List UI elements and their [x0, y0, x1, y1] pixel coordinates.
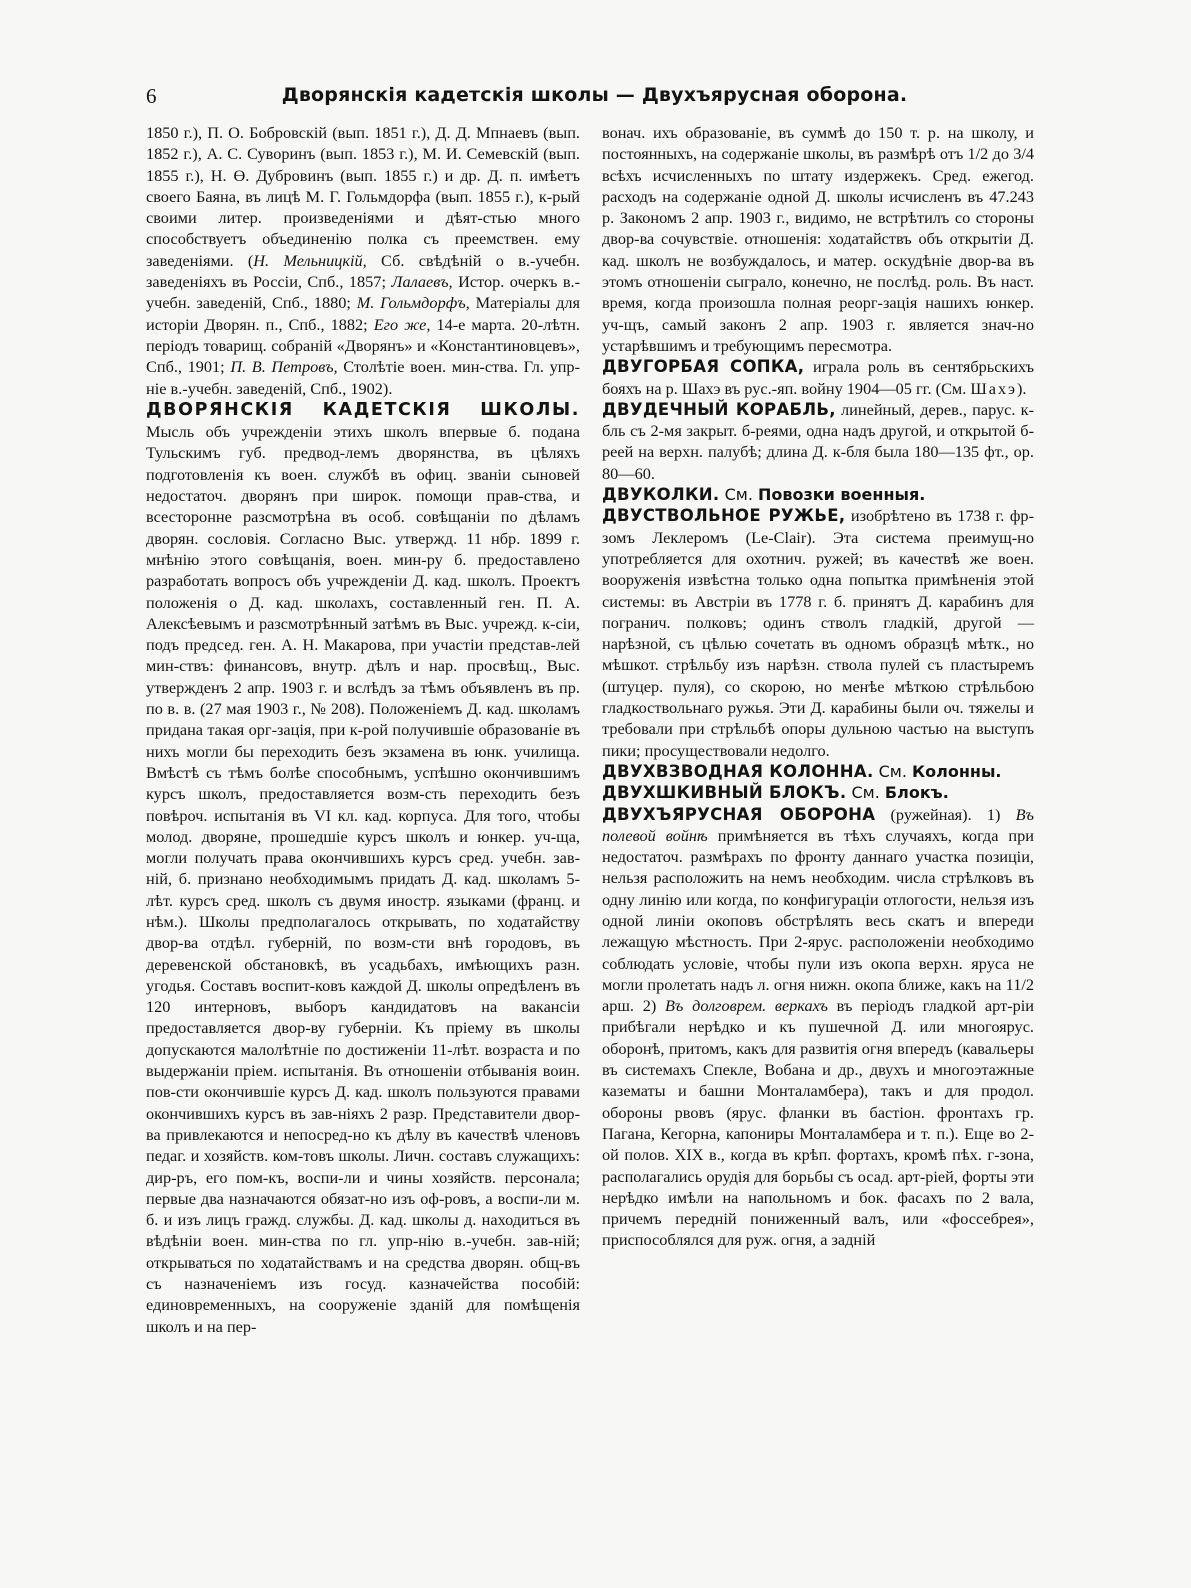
paragraph-bibliography: 1850 г.), П. О. Бобровскій (вып. 1851 г.), Д. Д. Мпнаевъ (вып. 1852 г.), А. С. Суворинъ (вып. 1853 г.), М. И. Семевскій (вып. 1855 г.), Н. Ө. Дубровинъ (вып. 1855 г.) и др. Д. п. имѣетъ своего Баяна, въ лицѣ М. Г. Гольмдорфа (вып. 1855 г.), к-рый своими литер. произведеніями и дѣят-стью много способствуетъ объединенію полка съ преемствен. ему заведеніями. (Н. Мельницкій, Сб. свѣдѣній о в.-учебн. заведеніяхъ въ Россіи, Спб., 1857; Лалаевъ, Истор. очеркъ в.-учебн. заведеній, Спб., 1880; М. Гольмдорфъ, Матеріалы для исторіи Дворян. п., Спб., 1882; Его же, 14-е марта. 20-лѣтн. періодъ товарищ. собраній «Дворянъ» и «Константиновцевъ», Спб., 1901; П. В. Петровъ, Столѣтіе воен. мин-ства. Гл. упр-ніе в.-учебн. заведеній, Спб., 1902).: [146, 123, 581, 398]
right-column: [602, 122, 1034, 1251]
page-number: 6: [146, 84, 157, 108]
entry-dvukhyarusnaya-oborona: ДВУХЪЯРУСНАЯ ОБОРОНА (ружейная). 1) Въ полевой войнѣ примѣняется въ тѣхъ случаяхъ, когда при недостаточ. размѣрахъ по фронту даннаго участка позиціи, нельзя расположить на немъ необходим. числа стрѣлковъ въ одну линію или когда, по конфигураціи отлогости, нельзя изъ одной линіи окоповъ обстрѣлять весь скатъ и впереди лежащую мѣстность. При 2-ярус. расположеніи необходимо соблюдать условіе, чтобы пули изъ окопа верхн. яруса не могли пролетать надъ л. огня нижн. окопа ближе, какъ на 11/2 арш. 2) Въ долговрем. веркахъ въ періодъ гладкой арт-ріи прибѣгали нерѣдко и къ пушечной Д. или многоярус. оборонѣ, притомъ, какъ для развитія огня впередъ (кавальеры въ системахъ Спекле, Вобана и др., двухъ и многоэтажные казематы и башни Монталамбера), такъ и для продол. обороны рвовъ (ярус. фланки въ бастіон. фронтахъ гр. Пагана, Кегорна, капониры Монталамбера и т. п.). Еще во 2-ой полов. XIX в., когда въ крѣп. фортахъ, кромѣ пѣх. г-зона, располагались орудія для борьбы съ осад. арт-ріей, форты эти нерѣдко имѣли на напольномъ и бок. фасахъ по 2 вала, причемъ передній пониженный валъ, или «фоссебрея», приспособлялся для руж. огня, а задній: [602, 804, 1034, 1250]
entry-heading: ДВУКОЛКИ.: [602, 485, 720, 505]
entry-heading: ДВУХВЗВОДНАЯ КОЛОННА.: [602, 761, 874, 781]
entry-dvukolki: ДВУКОЛКИ. См. Повозки военныя.: [602, 485, 926, 505]
running-head: [142, 84, 1047, 116]
cross-reference: Блокъ.: [884, 783, 949, 803]
entry-heading: ДВОРЯНСКІЯ КАДЕТСКІЯ ШКОЛЫ.: [146, 399, 580, 420]
cross-reference: Колонны.: [912, 761, 1002, 781]
cross-reference: Повозки военныя.: [757, 485, 926, 505]
paragraph-continuation: вонач. ихъ образованіе, въ суммѣ до 150 т. р. на школу, и постоянныхъ, на содержаніе школы, въ размѣрѣ отъ 1/2 до 3/4 всѣхъ исчисленныхъ по штату издержекъ. Сред. ежегод. расходъ на содержаніе одной Д. школы исчисленъ въ 47.243 р. Закономъ 2 апр. 1903 г., видимо, не встрѣтилъ со стороны двор-ва сочувствіе. отношенія: ходатайствъ объ открытіи Д. кад. школъ не возбуждалось, и матер. оскудѣніе двор-ва въ этомъ отношеніи сыграло, конечно, не послѣд. роль. Въ наст. время, когда произошла полная реорг-зація нашихъ юнкер. уч-щъ, самый законъ 2 апр. 1903 г. является знач-но устарѣвшимъ и требующимъ пересмотра.: [602, 123, 1034, 355]
entry-heading: ДВУХЪЯРУСНАЯ ОБОРОНА: [602, 804, 876, 824]
entry-heading: ДВУГОРБАЯ СОПКА,: [602, 357, 805, 377]
page-title: Дворянскія кадетскія школы — Двухъярусная оборона.: [281, 84, 908, 106]
entry-dvugorbaya-sopka: ДВУГОРБАЯ СОПКА, играла роль въ сентябрьскихъ бояхъ на р. Шахэ въ рус.-яп. войну 1904—05 гг. (См. Шахэ).: [602, 357, 1034, 398]
entry-heading: ДВУХШКИВНЫЙ БЛОКЪ.: [602, 783, 847, 803]
entry-heading: ДВУДЕЧНЫЙ КОРАБЛЬ,: [602, 399, 836, 419]
left-column: [146, 122, 580, 1337]
entry-dvukhshkivnyy-blok: ДВУХШКИВНЫЙ БЛОКЪ. См. Блокъ.: [602, 783, 949, 803]
entry-dvudechnyy-korabl: ДВУДЕЧНЫЙ КОРАБЛЬ, линейный, дерев., парус. к-бль съ 2-мя закрыт. б-реями, одна надъ другой, и открытой б-реей на верхн. палубѣ; длина Д. к-бля была 180—135 фт., ор. 80—60.: [602, 399, 1035, 483]
entry-text: Мысль объ учрежденіи этихъ школъ впервые б. подана Тульскимъ губ. предвод-лемъ дворянства, въ цѣляхъ подготовленія къ воен. службѣ въ офиц. званіи сыновей недостаточ. дворянъ при широк. помощи прав-ства, и всесторонне разсмотрѣна въ особ. совѣщаніи по дѣламъ дворян. сословія. Согласно Выс. утвержд. 11 нбр. 1899 г. мнѣнію этого совѣщанія, воен. мин-ру б. предоставлено разработать вопросъ объ учрежденіи Д. кад. школъ. Проектъ положенія о Д. кад. школахъ, составленный ген. П. А. Алексѣевымъ и разсмотрѣнный затѣмъ въ Выс. учрежд. к-сіи, подъ председ. ген. А. Н. Макарова, при участіи представ-лей мин-ствъ: финансовъ, внутр. дѣлъ и нар. просвѣщ., Выс. утвержденъ 2 апр. 1903 г. и вслѣдъ за тѣмъ объявленъ въ пр. по в. в. (27 мая 1903 г., № 208). Положеніемъ Д. кад. школамъ придана такая орг-зація, при к-рой получившіе образованіе въ нихъ могли бы переходить безъ экзамена въ юнк. училища. Вмѣстѣ съ тѣмъ болѣе способнымъ, успѣшно окончившимъ курсъ школъ, предоставляется возм-сть переходить безъ повѣроч. испытанія въ VI кл. кад. корпуса. Для того, чтобы молод. дворяне, прошедшіе курсъ школъ и юнкер. уч-ща, могли получать права окончившихъ курсъ сред. учебн. зав-ній, б. признано необходимымъ придать Д. кад. школамъ 5-лѣт. курсъ сред. школъ съ двумя иностр. языками (франц. и нѣм.). Школы предполагалось открывать, по ходатайству двор-ва отдѣл. губерній, по возм-сти внѣ городовъ, въ деревенской обстановкѣ, въ усадьбахъ, имѣющихъ разн. угодья. Составъ воспит-ковъ каждой Д. школы опредѣленъ въ 120 интерновъ, выборъ кандидатовъ на вакансіи предоставляется двор-ву губерніи. Къ пріему въ школы допускаются малолѣтніе по достиженіи 11-лѣт. возраста и по выдержаніи пріем. испытанія. Въ отношеніи отбыванія воин. пов-сти окончившіе курсъ Д. кад. школъ пользуются правами окончившихъ курсъ въ зав-ніяхъ 2 разр. Представители двор-ва привлекаются и непосред-но къ дѣлу въ качествѣ членовъ педаг. и хозяйств. ком-товъ школы. Личн. составъ служащихъ: дир-ръ, его пом-къ, воспи-ли и чины хозяйств. персонала; первые два назначаются обязат-но изъ оф-ровъ, а воспи-ли м. б. и изъ лицъ гражд. службы. Д. кад. школы д. находиться въ вѣдѣніи воен. мин-ства по гл. упр-нію в.-учебн. зав-ній; открываться по ходатайствамъ и на средства дворян. общ-въ съ назначеніемъ изъ госуд. казначейства пособій: единовременныхъ, на сооруженіе зданій для помѣщенія школъ и на пер-: [146, 422, 580, 1336]
entry-dvukhvzvodnaya-kolonna: ДВУХВЗВОДНАЯ КОЛОННА. См. Колонны.: [602, 761, 1002, 781]
entry-dvustvolnoe-ruzhe: ДВУСТВОЛЬНОЕ РУЖЬЕ, изобрѣтено въ 1738 г. фр-зомъ Леклеромъ (Le-Clair). Эта система преимущ-но употребляется для охотнич. ружей; въ качествѣ же воен. вооруженія извѣстна только одна попытка примѣненія этой системы: въ Австріи въ 1778 г. б. принятъ Д. карабинъ для погранич. полковъ; одинъ стволъ гладкій, другой — нарѣзной, съ цѣлью сочетать въ одномъ образцѣ мѣтк., но мѣшкот. стрѣльбу изъ нарѣзн. ствола пулей съ пластыремъ (штуцер. пуля), со скорою, но менѣе мѣткою стрѣльбою гладкоствольнаго ружья. Эти Д. карабины были оч. тяжелы и требовали при стрѣльбѣ опоры дульною частью на выступъ пики; просуществовали недолго.: [602, 506, 1034, 760]
entry-dvoryanskiya-kadetskiya-shkoly: [146, 399, 580, 1337]
entry-heading: ДВУСТВОЛЬНОЕ РУЖЬЕ,: [602, 506, 846, 526]
